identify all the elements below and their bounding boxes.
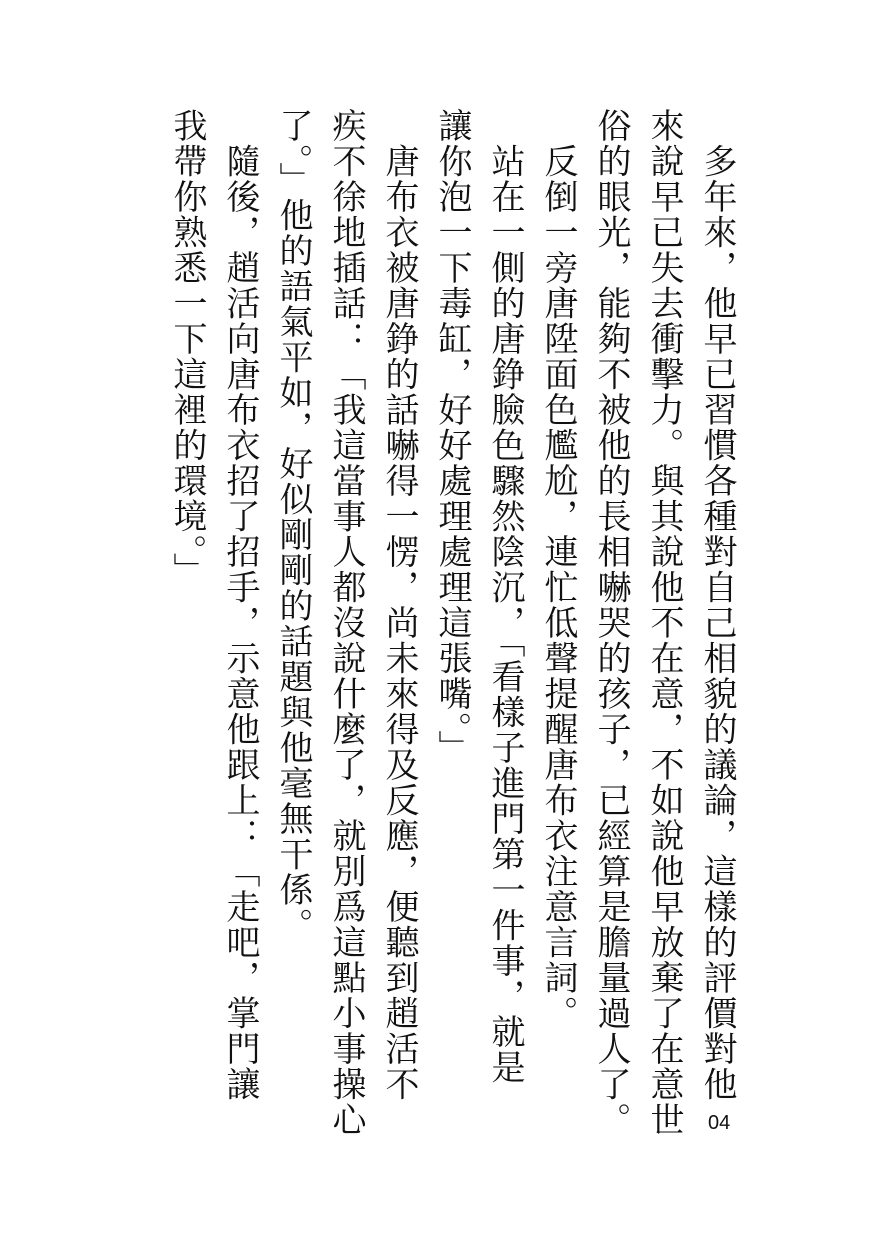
text-column-10: 隨後，趙活向唐布衣招了招手，示意他跟上：「走吧，掌門讓 xyxy=(220,108,260,1102)
text-column-3: 俗的眼光，能夠不被他的長相嚇哭的孩子，已經算是膽量過人了。 xyxy=(591,108,631,1138)
text-column-8: 疾不徐地插話：「我這當事人都沒說什麼了，就別爲這點小事操心 xyxy=(326,108,366,1138)
text-column-2: 來說早已失去衝擊力。與其說他不在意，不如說他早放棄了在意世 xyxy=(644,108,684,1138)
text-column-9: 了。」他的語氣平如，好似剛剛的話題與他毫無干係。 xyxy=(273,108,313,943)
text-column-4: 反倒一旁唐陞面色尷尬，連忙低聲提醒唐布衣注意言詞。 xyxy=(538,108,578,1031)
text-column-7: 唐布衣被唐錚的話嚇得一愣，尚未來得及反應，便聽到趙活不 xyxy=(379,108,419,1102)
page-number: 04 xyxy=(708,1112,731,1134)
text-column-6: 讓你泡一下毒缸，好好處理處理這張嘴。」 xyxy=(432,108,472,766)
text-column-5: 站在一側的唐錚臉色驟然陰沉，「看樣子進門第一件事，就是 xyxy=(485,108,525,1085)
text-column-1: 多年來，他早已習慣各種對自己相貌的議論，這樣的評價對他 xyxy=(697,108,737,1102)
text-column-11: 我帶你熟悉一下這裡的環境。」 xyxy=(167,108,207,588)
